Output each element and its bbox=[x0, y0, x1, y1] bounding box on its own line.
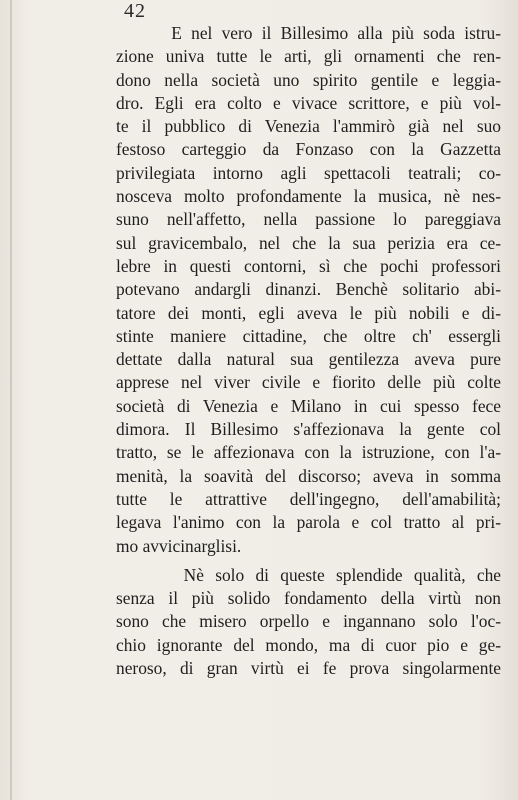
text-line: sul gravicembalo, nel che la sua perizia era ce- bbox=[116, 232, 501, 253]
text-line: tatore dei monti, egli aveva le più nobili e di- bbox=[116, 302, 501, 323]
text-line: legava l'animo con la parola e col tratto al pri- bbox=[116, 512, 501, 533]
paragraph-1 bbox=[116, 22, 501, 558]
text-line: senza il più solido fondamento della virtù non bbox=[116, 588, 501, 609]
text-line: menità, la soavità del discorso; aveva in somma bbox=[116, 465, 501, 486]
text-line: privilegiata intorno agli spettacoli teatrali; co- bbox=[116, 162, 501, 183]
text-line: festoso carteggio da Fonzaso con la Gazzetta bbox=[116, 139, 501, 160]
text-line: zione univa tutte le arti, gli ornamenti che ren- bbox=[116, 46, 501, 67]
text-line: tutte le attrattive dell'ingegno, dell'amabilità; bbox=[116, 488, 501, 509]
paragraph-2 bbox=[116, 564, 501, 680]
text-line: mo avvicinarglisi. bbox=[116, 535, 242, 556]
text-line: suno nell'affetto, nella passione lo pareggiava bbox=[116, 209, 501, 230]
text-line: te il pubblico di Venezia l'ammirò già nel suo bbox=[116, 116, 501, 137]
text-line: E nel vero il Billesimo alla più soda istru- bbox=[116, 23, 501, 43]
text-line: dimora. Il Billesimo s'affezionava la gente col bbox=[116, 419, 501, 440]
text-line: Nè solo di queste splendide qualità, che bbox=[116, 564, 501, 585]
text-line: neroso, di gran virtù ei fe prova singolarmente bbox=[116, 658, 501, 679]
text-line: società di Venezia e Milano in cui spesso fece bbox=[116, 395, 501, 416]
text-line: tratto, se le affezionava con la istruzione, con l'a- bbox=[116, 442, 501, 463]
text-line: dettate dalla natural sua gentilezza aveva pure bbox=[116, 349, 501, 370]
body-text bbox=[116, 22, 501, 680]
text-line: potevano andargli dinanzi. Benchè solitario abi- bbox=[116, 279, 501, 300]
text-line: dono nella società uno spirito gentile e leggia- bbox=[116, 69, 501, 90]
text-line: lebre in questi contorni, sì che pochi professori bbox=[116, 255, 501, 276]
page-gutter-edge bbox=[10, 0, 12, 800]
text-line: sono che misero orpello e ingannano solo l'oc- bbox=[116, 611, 501, 632]
text-line: chio ignorante del mondo, ma di cuor pio e ge- bbox=[116, 634, 501, 655]
text-line: dro. Egli era colto e vivace scrittore, e più vol- bbox=[116, 92, 501, 113]
text-line: apprese nel viver civile e fiorito delle più colte bbox=[116, 372, 501, 393]
text-line: stinte maniere cittadine, che oltre ch' essergli bbox=[116, 325, 501, 346]
page-number: 42 bbox=[124, 0, 146, 22]
text-line: nosceva molto profondamente la musica, nè nes- bbox=[116, 186, 501, 207]
